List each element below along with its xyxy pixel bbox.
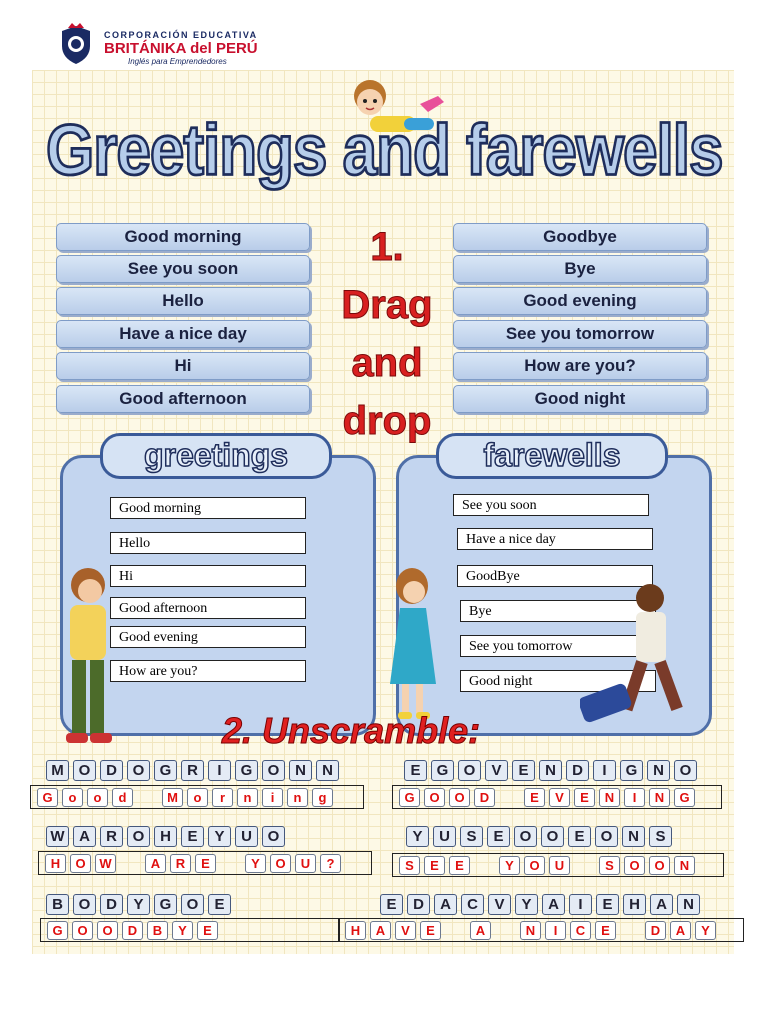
greetings-answer-slot[interactable]: Good afternoon (110, 597, 306, 619)
farewells-answer-slot[interactable]: See you soon (453, 494, 649, 516)
word-bank-right-item[interactable]: See you tomorrow (453, 320, 707, 348)
answer-letter: V (549, 788, 570, 807)
scrambled-letters (46, 826, 285, 847)
scrambled-letter-tile: G (154, 894, 177, 915)
farewells-answer-slot[interactable]: See you tomorrow (460, 635, 656, 657)
greetings-heading: greetings (100, 433, 332, 479)
scrambled-letter-tile: W (46, 826, 69, 847)
scrambled-letters (406, 826, 672, 847)
farewells-answer-slot[interactable]: GoodBye (457, 565, 653, 587)
answer-letter: E (195, 854, 216, 873)
scrambled-letter-tile: N (622, 826, 645, 847)
answer-letter: E (424, 856, 445, 875)
answer-letter: D (474, 788, 495, 807)
answer-letter: n (237, 788, 258, 807)
section1-instruction (332, 218, 442, 450)
answer-letter: W (95, 854, 116, 873)
answer-letter: E (524, 788, 545, 807)
section2-title: 2. Unscramble: (222, 710, 481, 751)
answer-letter: V (395, 921, 416, 940)
scrambled-letter-tile: B (46, 894, 69, 915)
scrambled-letter-tile: O (595, 826, 618, 847)
scrambled-letter-tile: O (458, 760, 481, 781)
answer-letter: O (424, 788, 445, 807)
answer-letter: Y (695, 921, 716, 940)
scrambled-letter-tile: E (596, 894, 619, 915)
scrambled-letter-tile: H (623, 894, 646, 915)
scrambled-letter-tile: O (541, 826, 564, 847)
greetings-answer-slot[interactable]: Hello (110, 532, 306, 554)
section1-line1: Drag (341, 283, 433, 327)
scrambled-letter-tile: D (100, 760, 123, 781)
scrambled-letter-tile: A (73, 826, 96, 847)
scrambled-letter-tile: M (46, 760, 69, 781)
scrambled-letter-tile: R (100, 826, 123, 847)
scrambled-letter-tile: Y (208, 826, 231, 847)
scrambled-letter-tile: A (542, 894, 565, 915)
org-tagline: Inglés para Emprendedores (128, 57, 227, 66)
word-bank-left-item[interactable]: Good afternoon (56, 385, 310, 413)
answer-letter: H (45, 854, 66, 873)
scrambled-letter-tile: D (100, 894, 123, 915)
org-line2: BRITÁNIKA del PERÚ (104, 40, 258, 57)
scrambled-letter-tile: G (235, 760, 258, 781)
farewells-heading: farewells (436, 433, 668, 479)
scrambled-letter-tile: R (181, 760, 204, 781)
scrambled-letters (380, 894, 700, 915)
answer-letter: R (170, 854, 191, 873)
scrambled-letter-tile: C (461, 894, 484, 915)
scrambled-letter-tile: O (262, 826, 285, 847)
answer-letter: G (399, 788, 420, 807)
scrambled-letter-tile: G (154, 760, 177, 781)
answer-letter: D (122, 921, 143, 940)
word-bank-left-item[interactable]: See you soon (56, 255, 310, 283)
answer-letter: ? (320, 854, 341, 873)
answer-letter: H (345, 921, 366, 940)
answer-input-box[interactable] (38, 851, 372, 875)
answer-letter: N (599, 788, 620, 807)
answer-letter: C (570, 921, 591, 940)
word-bank-right-item[interactable]: Good evening (453, 287, 707, 315)
answer-letter: G (37, 788, 58, 807)
scrambled-letter-tile: E (568, 826, 591, 847)
answer-letter: D (645, 921, 666, 940)
word-bank-right-item[interactable]: Good night (453, 385, 707, 413)
word-bank-left-item[interactable]: Have a nice day (56, 320, 310, 348)
scrambled-letters (404, 760, 697, 781)
scrambled-letter-tile: Y (515, 894, 538, 915)
answer-letter: g (312, 788, 333, 807)
answer-letter: O (449, 788, 470, 807)
word-bank-left-item[interactable]: Hello (56, 287, 310, 315)
scrambled-letter-tile: S (649, 826, 672, 847)
scrambled-letter-tile: N (677, 894, 700, 915)
answer-input-box[interactable] (30, 785, 364, 809)
scrambled-letter-tile: O (73, 894, 96, 915)
greetings-answer-slot[interactable]: Hi (110, 565, 306, 587)
answer-letter: S (399, 856, 420, 875)
answer-letter: E (574, 788, 595, 807)
scrambled-letter-tile: O (127, 826, 150, 847)
answer-letter: B (147, 921, 168, 940)
scrambled-letter-tile: H (154, 826, 177, 847)
answer-letter: Y (245, 854, 266, 873)
scrambled-letter-tile: N (289, 760, 312, 781)
section1-line2: and (351, 341, 423, 385)
answer-input-box[interactable] (392, 785, 722, 809)
scrambled-letter-tile: N (539, 760, 562, 781)
scrambled-letter-tile: U (433, 826, 456, 847)
scrambled-letter-tile: O (127, 760, 150, 781)
scrambled-letter-tile: S (460, 826, 483, 847)
word-bank-left-item[interactable]: Good morning (56, 223, 310, 251)
answer-letter: G (674, 788, 695, 807)
scrambled-letter-tile: I (208, 760, 231, 781)
scrambled-letters (46, 894, 231, 915)
scrambled-letter-tile: G (431, 760, 454, 781)
word-bank-right-item[interactable]: Bye (453, 255, 707, 283)
answer-letter: A (145, 854, 166, 873)
farewells-answer-slot[interactable]: Bye (460, 600, 656, 622)
answer-letter: M (162, 788, 183, 807)
answer-letter: O (72, 921, 93, 940)
scrambled-letter-tile: V (485, 760, 508, 781)
answer-letter: U (295, 854, 316, 873)
answer-letter: i (262, 788, 283, 807)
word-bank-right-item[interactable]: Goodbye (453, 223, 707, 251)
scrambled-letter-tile: N (647, 760, 670, 781)
scrambled-letter-tile: N (316, 760, 339, 781)
scrambled-letter-tile: E (512, 760, 535, 781)
scrambled-letter-tile: U (235, 826, 258, 847)
girl-waving-illustration (386, 566, 442, 726)
scrambled-letter-tile: I (569, 894, 592, 915)
section1-line3: drop (342, 399, 432, 443)
boy-with-suitcase-illustration (580, 580, 690, 730)
answer-letter: Y (499, 856, 520, 875)
answer-letter: O (70, 854, 91, 873)
farewells-answer-slot[interactable]: Good night (460, 670, 656, 692)
answer-letter: E (595, 921, 616, 940)
scrambled-letter-tile: E (181, 826, 204, 847)
answer-letter: O (524, 856, 545, 875)
answer-letter: A (470, 921, 491, 940)
answer-letter: I (545, 921, 566, 940)
scrambled-letter-tile: E (380, 894, 403, 915)
answer-letter: d (112, 788, 133, 807)
boy-waving-illustration (58, 565, 118, 750)
scrambled-letter-tile: D (407, 894, 430, 915)
greetings-answer-slot[interactable]: Good evening (110, 626, 306, 648)
answer-letter: N (520, 921, 541, 940)
scrambled-letter-tile: O (262, 760, 285, 781)
answer-letter: o (62, 788, 83, 807)
answer-letter: N (674, 856, 695, 875)
scrambled-letters (46, 760, 339, 781)
scrambled-letter-tile: I (593, 760, 616, 781)
answer-input-box[interactable] (392, 853, 724, 877)
answer-input-box[interactable] (40, 918, 340, 942)
answer-letter: o (187, 788, 208, 807)
answer-letter: O (649, 856, 670, 875)
scrambled-letter-tile: A (434, 894, 457, 915)
answer-letter: Y (172, 921, 193, 940)
greetings-answer-slot[interactable]: Good morning (110, 497, 306, 519)
org-line1: CORPORACIÓN EDUCATIVA (104, 30, 258, 40)
school-logo-shield (58, 22, 94, 66)
section1-number: 1. (370, 225, 404, 269)
answer-letter: r (212, 788, 233, 807)
scrambled-letter-tile: E (404, 760, 427, 781)
word-bank-right-item[interactable]: How are you? (453, 352, 707, 380)
answer-letter: A (370, 921, 391, 940)
scrambled-letter-tile: A (650, 894, 673, 915)
scrambled-letter-tile: O (73, 760, 96, 781)
answer-letter: G (47, 921, 68, 940)
answer-letter: U (549, 856, 570, 875)
answer-letter: O (97, 921, 118, 940)
answer-letter: A (670, 921, 691, 940)
answer-letter: E (197, 921, 218, 940)
farewells-answer-slot[interactable]: Have a nice day (457, 528, 653, 550)
greetings-answer-slot[interactable]: How are you? (110, 660, 306, 682)
answer-letter: I (624, 788, 645, 807)
answer-letter: o (87, 788, 108, 807)
scrambled-letter-tile: O (181, 894, 204, 915)
scrambled-letter-tile: D (566, 760, 589, 781)
answer-letter: O (270, 854, 291, 873)
scrambled-letter-tile: O (514, 826, 537, 847)
answer-letter: E (420, 921, 441, 940)
answer-letter: O (624, 856, 645, 875)
word-bank-left-item[interactable]: Hi (56, 352, 310, 380)
scrambled-letter-tile: E (208, 894, 231, 915)
scrambled-letter-tile: E (487, 826, 510, 847)
answer-input-box[interactable] (338, 918, 744, 942)
scrambled-letter-tile: O (674, 760, 697, 781)
answer-letter: S (599, 856, 620, 875)
scrambled-letter-tile: G (620, 760, 643, 781)
scrambled-letter-tile: Y (406, 826, 429, 847)
scrambled-letter-tile: Y (127, 894, 150, 915)
answer-letter: E (449, 856, 470, 875)
answer-letter: n (287, 788, 308, 807)
scrambled-letter-tile: V (488, 894, 511, 915)
answer-letter: N (649, 788, 670, 807)
page-title: Greetings and farewells (46, 111, 723, 191)
